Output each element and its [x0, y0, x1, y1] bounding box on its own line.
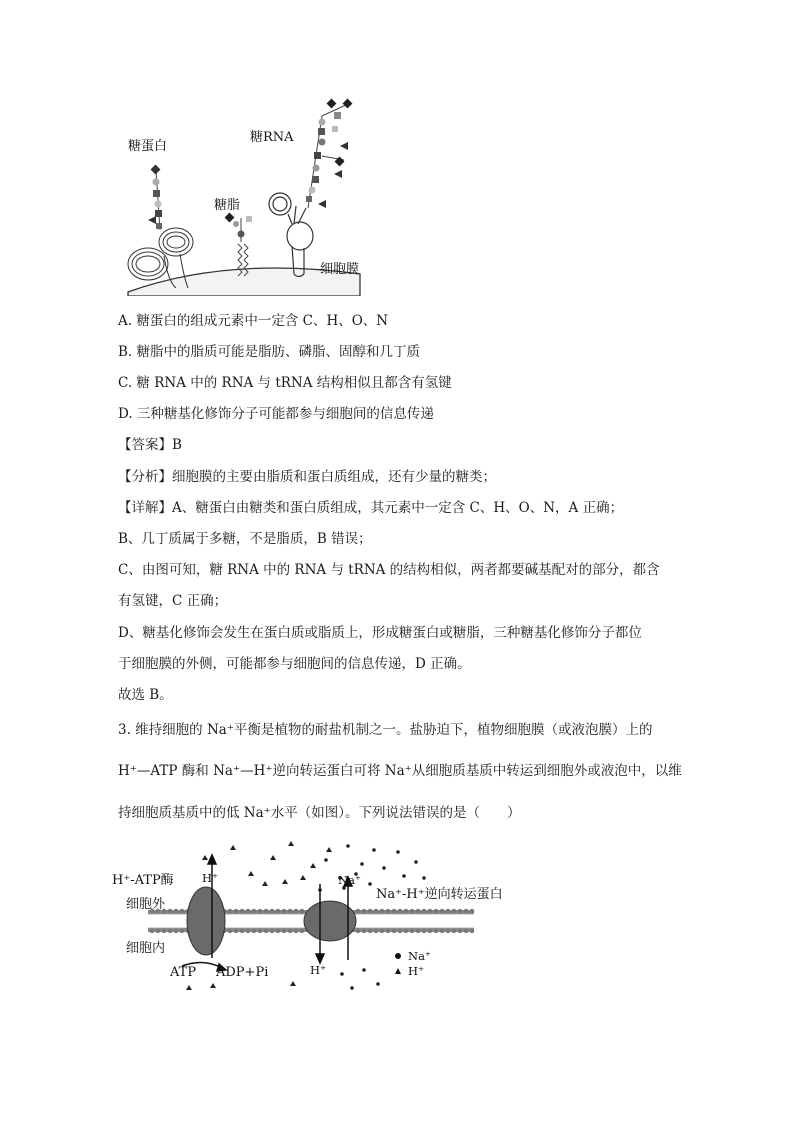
- ion-transport-figure: [112, 838, 532, 998]
- glyco-rna-sugar-chain: [306, 99, 352, 208]
- detail-line: 故选 B。: [118, 687, 173, 703]
- option-a: A. 糖蛋白的组成元素中一定含 C、H、O、N: [118, 313, 389, 329]
- extracellular-ions: [202, 841, 426, 892]
- detail-line: C、由图可知，糖 RNA 中的 RNA 与 tRNA 的结构相似，两者都要碱基配对的部分，都含: [118, 562, 660, 578]
- label-adp: ADP+Pi: [216, 965, 269, 980]
- label-inside: 细胞内: [126, 941, 166, 956]
- legend-h-marker: [395, 968, 401, 974]
- question-3-line: 持细胞质基质中的低 Na⁺水平（如图）。下列说法错误的是（ ）: [118, 805, 521, 821]
- option-b: B. 糖脂中的脂质可能是脂肪、磷脂、固醇和几丁质: [118, 344, 421, 360]
- glyco-rna: [269, 193, 313, 277]
- legend: [395, 949, 431, 978]
- detail-line: 【详解】A、糖蛋白由糖类和蛋白质组成，其元素中一定含 C、H、O、N，A 正确；: [118, 500, 624, 516]
- h-atpase-protein: [187, 887, 225, 955]
- glycosylation-figure: [108, 96, 378, 296]
- legend-h-label: H⁺: [408, 964, 425, 978]
- label-glycolipid: 糖脂: [214, 198, 241, 213]
- label-h-atpase: H⁺-ATP酶: [112, 873, 174, 888]
- label-glycoprotein: 糖蛋白: [128, 139, 168, 154]
- legend-na-label: Na⁺: [408, 949, 431, 963]
- detail-line: B、几丁质属于多糖，不是脂质，B 错误；: [118, 531, 372, 547]
- detail-line: D、糖基化修饰会发生在蛋白质或脂质上，形成糖蛋白或糖脂，三种糖基化修饰分子都位: [118, 625, 642, 641]
- label-membrane: 细胞膜: [320, 262, 360, 277]
- label-outside: 细胞外: [126, 897, 166, 912]
- label-h-bottom: H⁺: [310, 963, 327, 977]
- glycolipid: [225, 213, 252, 276]
- label-h-top: H⁺: [202, 871, 219, 885]
- option-d: D. 三种糖基化修饰分子可能都参与细胞间的信息传递: [118, 406, 434, 422]
- detail-line: 有氢键，C 正确；: [118, 593, 228, 609]
- question-3-line: 3. 维持细胞的 Na⁺平衡是植物的耐盐机制之一。盐胁迫下，植物细胞膜（或液泡膜）上的: [118, 722, 653, 738]
- glycoprotein-sugar-chain: [148, 165, 162, 230]
- label-na-top: Na⁺: [338, 873, 361, 887]
- label-atp: ATP: [170, 965, 197, 980]
- option-c: C. 糖 RNA 中的 RNA 与 tRNA 结构相似且都含有氢键: [118, 375, 452, 391]
- analysis: 【分析】细胞膜的主要由脂质和蛋白质组成，还有少量的糖类；: [118, 469, 496, 485]
- question-3-line: H⁺—ATP 酶和 Na⁺—H⁺逆向转运蛋白可将 Na⁺从细胞质基质中转运到细胞外或液泡中，以维: [118, 763, 682, 779]
- detail-line: 于细胞膜的外侧，可能都参与细胞间的信息传递，D 正确。: [118, 656, 471, 672]
- label-antiporter: Na⁺-H⁺逆向转运蛋白: [376, 887, 503, 902]
- answer: 【答案】B: [118, 437, 182, 453]
- label-glycorna: 糖RNA: [250, 130, 294, 145]
- legend-na-marker: [395, 953, 401, 959]
